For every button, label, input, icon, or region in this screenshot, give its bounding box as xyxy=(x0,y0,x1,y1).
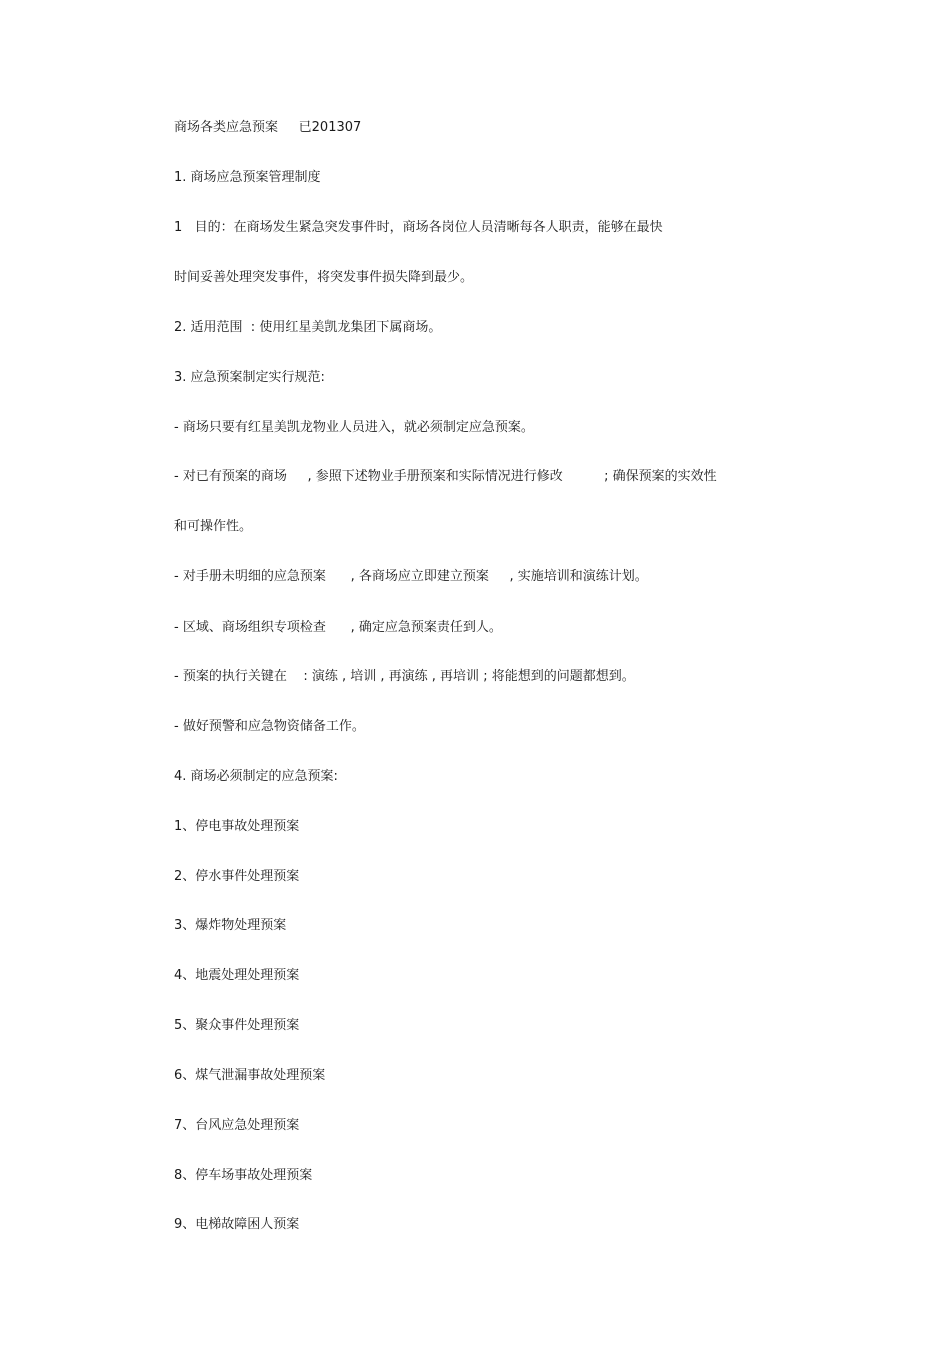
purpose-text-line-2: 时间妥善处理突发事件，将突发事件损失降到最少。 xyxy=(174,270,474,285)
plan-list-item: 1、停电事故处理预案 xyxy=(174,819,300,834)
rule-item-6: - 做好预警和应急物资储备工作。 xyxy=(174,719,365,734)
plan-list-item: 5、聚众事件处理预案 xyxy=(174,1018,300,1033)
purpose-text-line-1: 1 目的：在商场发生紧急突发事件时，商场各岗位人员清晰每各人职责，能够在最快 xyxy=(174,220,663,235)
rule-item-2-line-2: 和可操作性。 xyxy=(174,519,253,534)
plan-list-item: 9、电梯故障困人预案 xyxy=(174,1217,300,1232)
plan-list-item: 4、地震处理处理预案 xyxy=(174,968,300,983)
scope-text: 2. 适用范围 : 使用红星美凯龙集团下属商场。 xyxy=(174,320,442,335)
rule-item-2-line-1: - 对已有预案的商场 , 参照下述物业手册预案和实际情况进行修改 ; 确保预案的实效性 xyxy=(174,469,717,484)
plan-list-item: 3、爆炸物处理预案 xyxy=(174,918,287,933)
plan-list-item: 8、停车场事故处理预案 xyxy=(174,1168,313,1183)
plan-list-item: 6、煤气泄漏事故处理预案 xyxy=(174,1068,326,1083)
rule-item-1: - 商场只要有红星美凯龙物业人员进入，就必须制定应急预案。 xyxy=(174,420,534,435)
document-title: 商场各类应急预案 已201307 xyxy=(174,120,362,135)
rule-item-3: - 对手册未明细的应急预案 , 各商场应立即建立预案 , 实施培训和演练计划。 xyxy=(174,569,648,584)
section-1-heading: 1. 商场应急预案管理制度 xyxy=(174,170,321,185)
plan-list-item: 2、停水事件处理预案 xyxy=(174,869,300,884)
plan-list-item: 7、台风应急处理预案 xyxy=(174,1118,300,1133)
section-3-heading: 3. 应急预案制定实行规范: xyxy=(174,370,325,385)
section-4-heading: 4. 商场必须制定的应急预案: xyxy=(174,769,338,784)
rule-item-4: - 区域、商场组织专项检查 , 确定应急预案责任到人。 xyxy=(174,620,502,635)
rule-item-5: - 预案的执行关键在 : 演练 , 培训 , 再演练 , 再培训 ; 将能想到的问题都想到。 xyxy=(174,669,635,684)
